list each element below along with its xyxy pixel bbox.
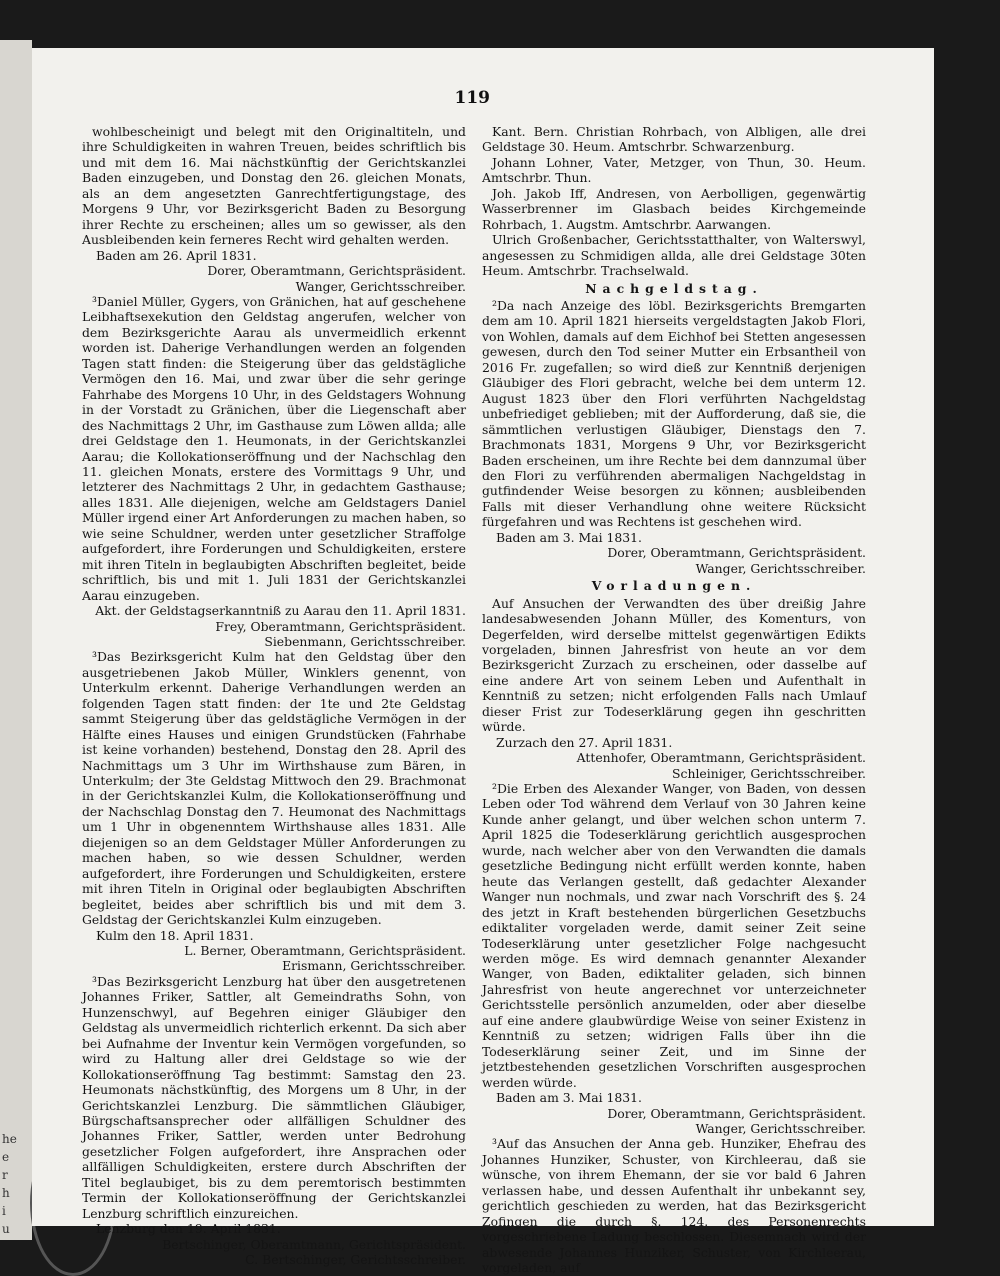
right-column-signature: Wanger, Gerichtsschreiber. <box>695 560 866 576</box>
left-column-dateline: Kulm den 18. April 1831. <box>96 927 254 943</box>
adjacent-page-edge <box>0 40 32 1240</box>
left-column-signature: C. Bertschinger, Gerichtsschreiber. <box>245 1252 466 1268</box>
right-column-paragraph: ²Die Erben des Alexander Wanger, von Baden, von dessen Leben oder Tod während dem Verlauf von 30 Jahren keine Kunde anher gelangt, und über welchen schon unterm 7. April 1825 die Todeserklärung gerichtlich ausgesprochen wurde, nach welcher aber von den Verwandten die damals gesetzliche Bedingung nicht erfüllt werden konnte, haben heute das Verlangen gestellt, daß gedachter Alexander Wanger nun nochmals, und zwar nach Vorschrift des §. 24 des jetzt in Kraft bestehenden bürgerlichen Gesetzbuchs ediktaliter vorgeladen werde, damit seiner Zeit seine Todeserklärung unter gesetzlicher Folge nachgesucht werden möge. Es wird demnach genannter Alexander Wanger, von Baden, ediktaliter geladen, sich binnen Jahresfrist von heute angerechnet vor unterzeichneter Gerichtsstelle persönlich anzumelden, oder aber dieselbe auf eine andere glaubwürdige Weise von seiner Existenz in Kenntniß zu setzen; widrigen Falls über ihn die Todeserklärung seiner Zeit, und im Sinne der jetztbestehenden gesetzlichen Vorschriften ausgesprochen werden würde. <box>482 781 866 1090</box>
right-column-signature: Dorer, Oberamtmann, Gerichtspräsident. <box>607 545 866 561</box>
right-column-dateline: Baden am 3. Mai 1831. <box>496 529 642 545</box>
left-column-signature: Wanger, Gerichtsschreiber. <box>295 278 466 294</box>
margin-letter: h <box>2 1186 10 1200</box>
left-column-signature: Frey, Oberamtmann, Gerichtspräsident. <box>215 618 466 634</box>
left-column-dateline: Lenzburg den 19. April 1831. <box>96 1221 281 1237</box>
left-column-paragraph: ³Das Bezirksgericht Kulm hat den Geldstag über den ausgetriebenen Jakob Müller, Winklers genennt, von Unterkulm erkennt. Daherige Verhandlungen werden an folgenden Tagen statt finden: der 1te und 2te Geldstag sammt Steigerung über das geldstägliche Vermögen in der Hälfte eines Hauses und einigen Grundstücken (Fahrhabe ist keine vorhanden) bestehend, Donstag den 28. April des Nachmittags um 3 Uhr im Wirthshause zum Bären, in Unterkulm; der 3te Geldstag Mittwoch den 29. Brachmonat in der Gerichtskanzlei Kulm, die Kollokationseröffnung und der Nachschlag Donstag den 7. Heumonat des Nachmittags um 1 Uhr in obgenenntem Wirthshause alles 1831. Alle diejenigen so an dem Geldstager Müller Anforderungen zu machen haben, so wie dessen Schuldner, werden aufgefordert, ihre Forderungen und Schuldigkeiten, erstere mit ihren Titeln in Original oder beglaubigten Abschriften begleitet, beides aber schriftlich bis und mit dem 3. Geldstag der Gerichtskanzlei Kulm einzugeben. <box>82 649 466 928</box>
right-column-paragraph: Ulrich Großenbacher, Gerichtsstatthalter, von Walterswyl, angesessen zu Schmidigen allda, alle drei Geldstage 30ten Heum. Amtschrbr. Trachselwald. <box>482 232 866 279</box>
right-column-paragraph: Joh. Jakob Iff, Andresen, von Aerbolligen, gegenwärtig Wasserbrenner im Glasbach beides Kirchgemeinde Rohrbach, 1. Augstm. Amtschrbr. Aarwangen. <box>482 185 866 232</box>
left-column-signature: Akt. der Geldstagserkanntniß zu Aarau den 11. April 1831. <box>95 603 466 619</box>
left-column-signature: L. Berner, Oberamtmann, Gerichtspräsident. <box>184 943 466 959</box>
left-column-signature: Erismann, Gerichtsschreiber. <box>282 958 466 974</box>
left-column-signature: Siebenmann, Gerichtsschreiber. <box>264 633 466 649</box>
right-column-dateline: Baden am 3. Mai 1831. <box>496 1090 642 1106</box>
right-column-section-heading: Vorladungen. <box>591 578 757 594</box>
right-column-paragraph: Auf Ansuchen der Verwandten des über dreißig Jahre landesabwesenden Johann Müller, des Komenturs, von Degerfelden, wird derselbe mittelst gegenwärtigen Edikts vorgeladen, binnen Jahresfrist von heute an vor dem Bezirksgericht Zurzach zu erscheinen, oder dasselbe auf eine andere Art von seinem Leben und Aufenthalt in Kenntniß zu setzen; nicht erfolgenden Falls nach Umlauf dieser Frist zur Todeserklärung gegen ihn geschritten würde. <box>482 595 866 735</box>
right-column-signature: Schleiniger, Gerichtsschreiber. <box>672 765 866 781</box>
margin-letter: r <box>2 1168 8 1182</box>
right-column-section-heading: Nachgeldstag. <box>585 280 763 296</box>
right-column-paragraph: Johann Lohner, Vater, Metzger, von Thun, 30. Heum. Amtschrbr. Thun. <box>482 154 866 186</box>
margin-letter: u <box>2 1222 10 1236</box>
right-column-paragraph: ²Da nach Anzeige des löbl. Bezirksgerichts Bremgarten dem am 10. April 1821 hierseits vergeldstagten Jakob Flori, von Wohlen, damals auf dem Eichhof bei Stetten angesessen gewesen, durch den Tod seiner Mutter ein Erbsantheil von 2016 Fr. zugefallen; so wird dieß zur Kenntniß derjenigen Gläubiger des Flori gebracht, welche bei dem unterm 12. August 1823 über den Flori verführten Nachgeldstag unbefriediget geblieben; mit der Aufforderung, daß sie, die sämmtlichen verlustigen Gläubiger, Dienstags den 7. Brachmonats 1831, Morgens 9 Uhr, vor Bezirksgericht Baden erscheinen, um ihre Rechte bei dem dannzumal über den Flori zu verführenden abermaligen Nachgeldstag in gutfindender Weise besorgen zu können; ausbleibenden Falls mit dieser Verhandlung ohne weitere Rücksicht fürgefahren und was Rechtens ist geschehen wird. <box>482 297 866 530</box>
right-column-paragraph: ³Auf das Ansuchen der Anna geb. Hunziker, Ehefrau des Johannes Hunziker, Schuster, von Kirchleerau, daß sie wünsche, von ihrem Ehemann, der sie vor bald 6 Jahren verlassen habe, und dessen Aufenthalt ihr unbekannt sey, gerichtlich geschieden zu werden, hat das Bezirksgericht Zofingen die durch §. 124. des Personenrechts vorgeschriebene Ladung beschlossen. Diesemnach wird der abwesende Johannes Hunziker, Schuster, von Kirchleerau, vorgeladen, auf <box>482 1136 866 1276</box>
right-column-paragraph: Kant. Bern. Christian Rohrbach, von Albligen, alle drei Geldstage 30. Heum. Amtschrbr. Schwarzenburg. <box>482 124 866 155</box>
left-column <box>82 124 466 1268</box>
left-column-signature: Dorer, Oberamtmann, Gerichtspräsident. <box>207 263 466 279</box>
right-column-dateline: Zurzach den 27. April 1831. <box>496 734 673 750</box>
left-column-paragraph: wohlbescheinigt und belegt mit den Originaltiteln, und ihre Schuldigkeiten in wahren Treuen, beides schriftlich bis und mit dem 16. Mai nächstkünftig der Gerichtskanzlei Baden einzugeben, und Donstag den 26. gleichen Monats, als an dem angesetzten Ganrechtfertigungstage, des Morgens 9 Uhr, vor Bezirksgericht Baden zu Besorgung ihrer Rechte zu erscheinen; alles um so gewisser, als den Ausbleibenden kein ferneres Recht wird gehalten werden. <box>82 124 466 248</box>
right-column-signature: Attenhofer, Oberamtmann, Gerichtspräsident. <box>576 750 866 766</box>
left-column-paragraph: ³Das Bezirksgericht Lenzburg hat über den ausgetretenen Johannes Friker, Sattler, alt Gemeindraths Sohn, von Hunzenschwyl, auf Begehren einiger Gläubiger den Geldstag als unvermeidlich richterlich erkennt. Da sich aber bei Aufnahme der Inventur kein Vermögen vorgefunden, so wird zu Haltung aller drei Geldstage so wie der Kollokationseröffnung Tag bestimmt: Samstag den 23. Heumonats nächstkünftig, des Morgens um 8 Uhr, in der Gerichtskanzlei Lenzburg. Die sämmtlichen Gläubiger, Bürgschaftsansprecher oder allfälligen Schuldner des Johannes Friker, Sattler, werden unter Bedrohung gesetzlicher Folgen aufgefordert, ihre Ansprachen oder allfälligen Schuldigkeiten, erstere durch Abschriften der Titel beglaubiget, bis zu dem peremtorisch bestimmten Termin der Kollokationseröffnung der Gerichtskanzlei Lenzburg schriftlich einzureichen. <box>82 973 466 1221</box>
left-column-paragraph: ³Daniel Müller, Gygers, von Gränichen, hat auf geschehene Leibhaftsexekution den Geldstag angerufen, welcher von dem Bezirksgerichte Aarau als unvermeidlich erkennt worden ist. Daherige Verhandlungen werden an folgenden Tagen statt finden: die Steigerung über das geldstägliche Vermögen den 16. Mai, und zwar über die sehr geringe Fahrhabe des Morgens 10 Uhr, in des Geldstagers Wohnung in der Vorstadt zu Gränichen, über die Liegenschaft aber des Nachmittags 2 Uhr, im Gasthause zum Löwen allda; alle drei Geldstage den 1. Heumonats, in der Gerichtskanzlei Aarau; die Kollokationseröffnung und der Nachschlag den 11. gleichen Monats, erstere des Vormittags 9 Uhr, und letzterer des Nachmittags 2 Uhr, in gedachtem Gasthause; alles 1831. Alle diejenigen, welche am Geldstagers Daniel Müller irgend einer Art Anforderungen zu machen haben, so wie seine Schuldner, werden unter gesetzlicher Straffolge aufgefordert, ihre Forderungen und Schuldigkeiten, erstere mit ihren Titeln in beglaubigten Abschriften begleitet, beide schriftlich, bis und mit 1. Juli 1831 der Gerichtskanzlei Aarau einzugeben. <box>82 293 466 603</box>
left-column-signature: Bertschinger, Oberamtmann, Gerichtspräsident. <box>162 1236 466 1252</box>
right-column <box>482 124 866 1276</box>
page-number: 119 <box>454 88 490 108</box>
margin-letter: i <box>2 1204 6 1218</box>
right-column-signature: Wanger, Gerichtsschreiber. <box>695 1121 866 1136</box>
right-column-signature: Dorer, Oberamtmann, Gerichtspräsident. <box>607 1105 866 1121</box>
margin-letter: e <box>2 1150 10 1164</box>
document-page <box>32 48 934 1276</box>
margin-letter: he <box>2 1132 17 1146</box>
left-column-dateline: Baden am 26. April 1831. <box>96 247 257 263</box>
adjacent-page-letters <box>2 1130 17 1238</box>
